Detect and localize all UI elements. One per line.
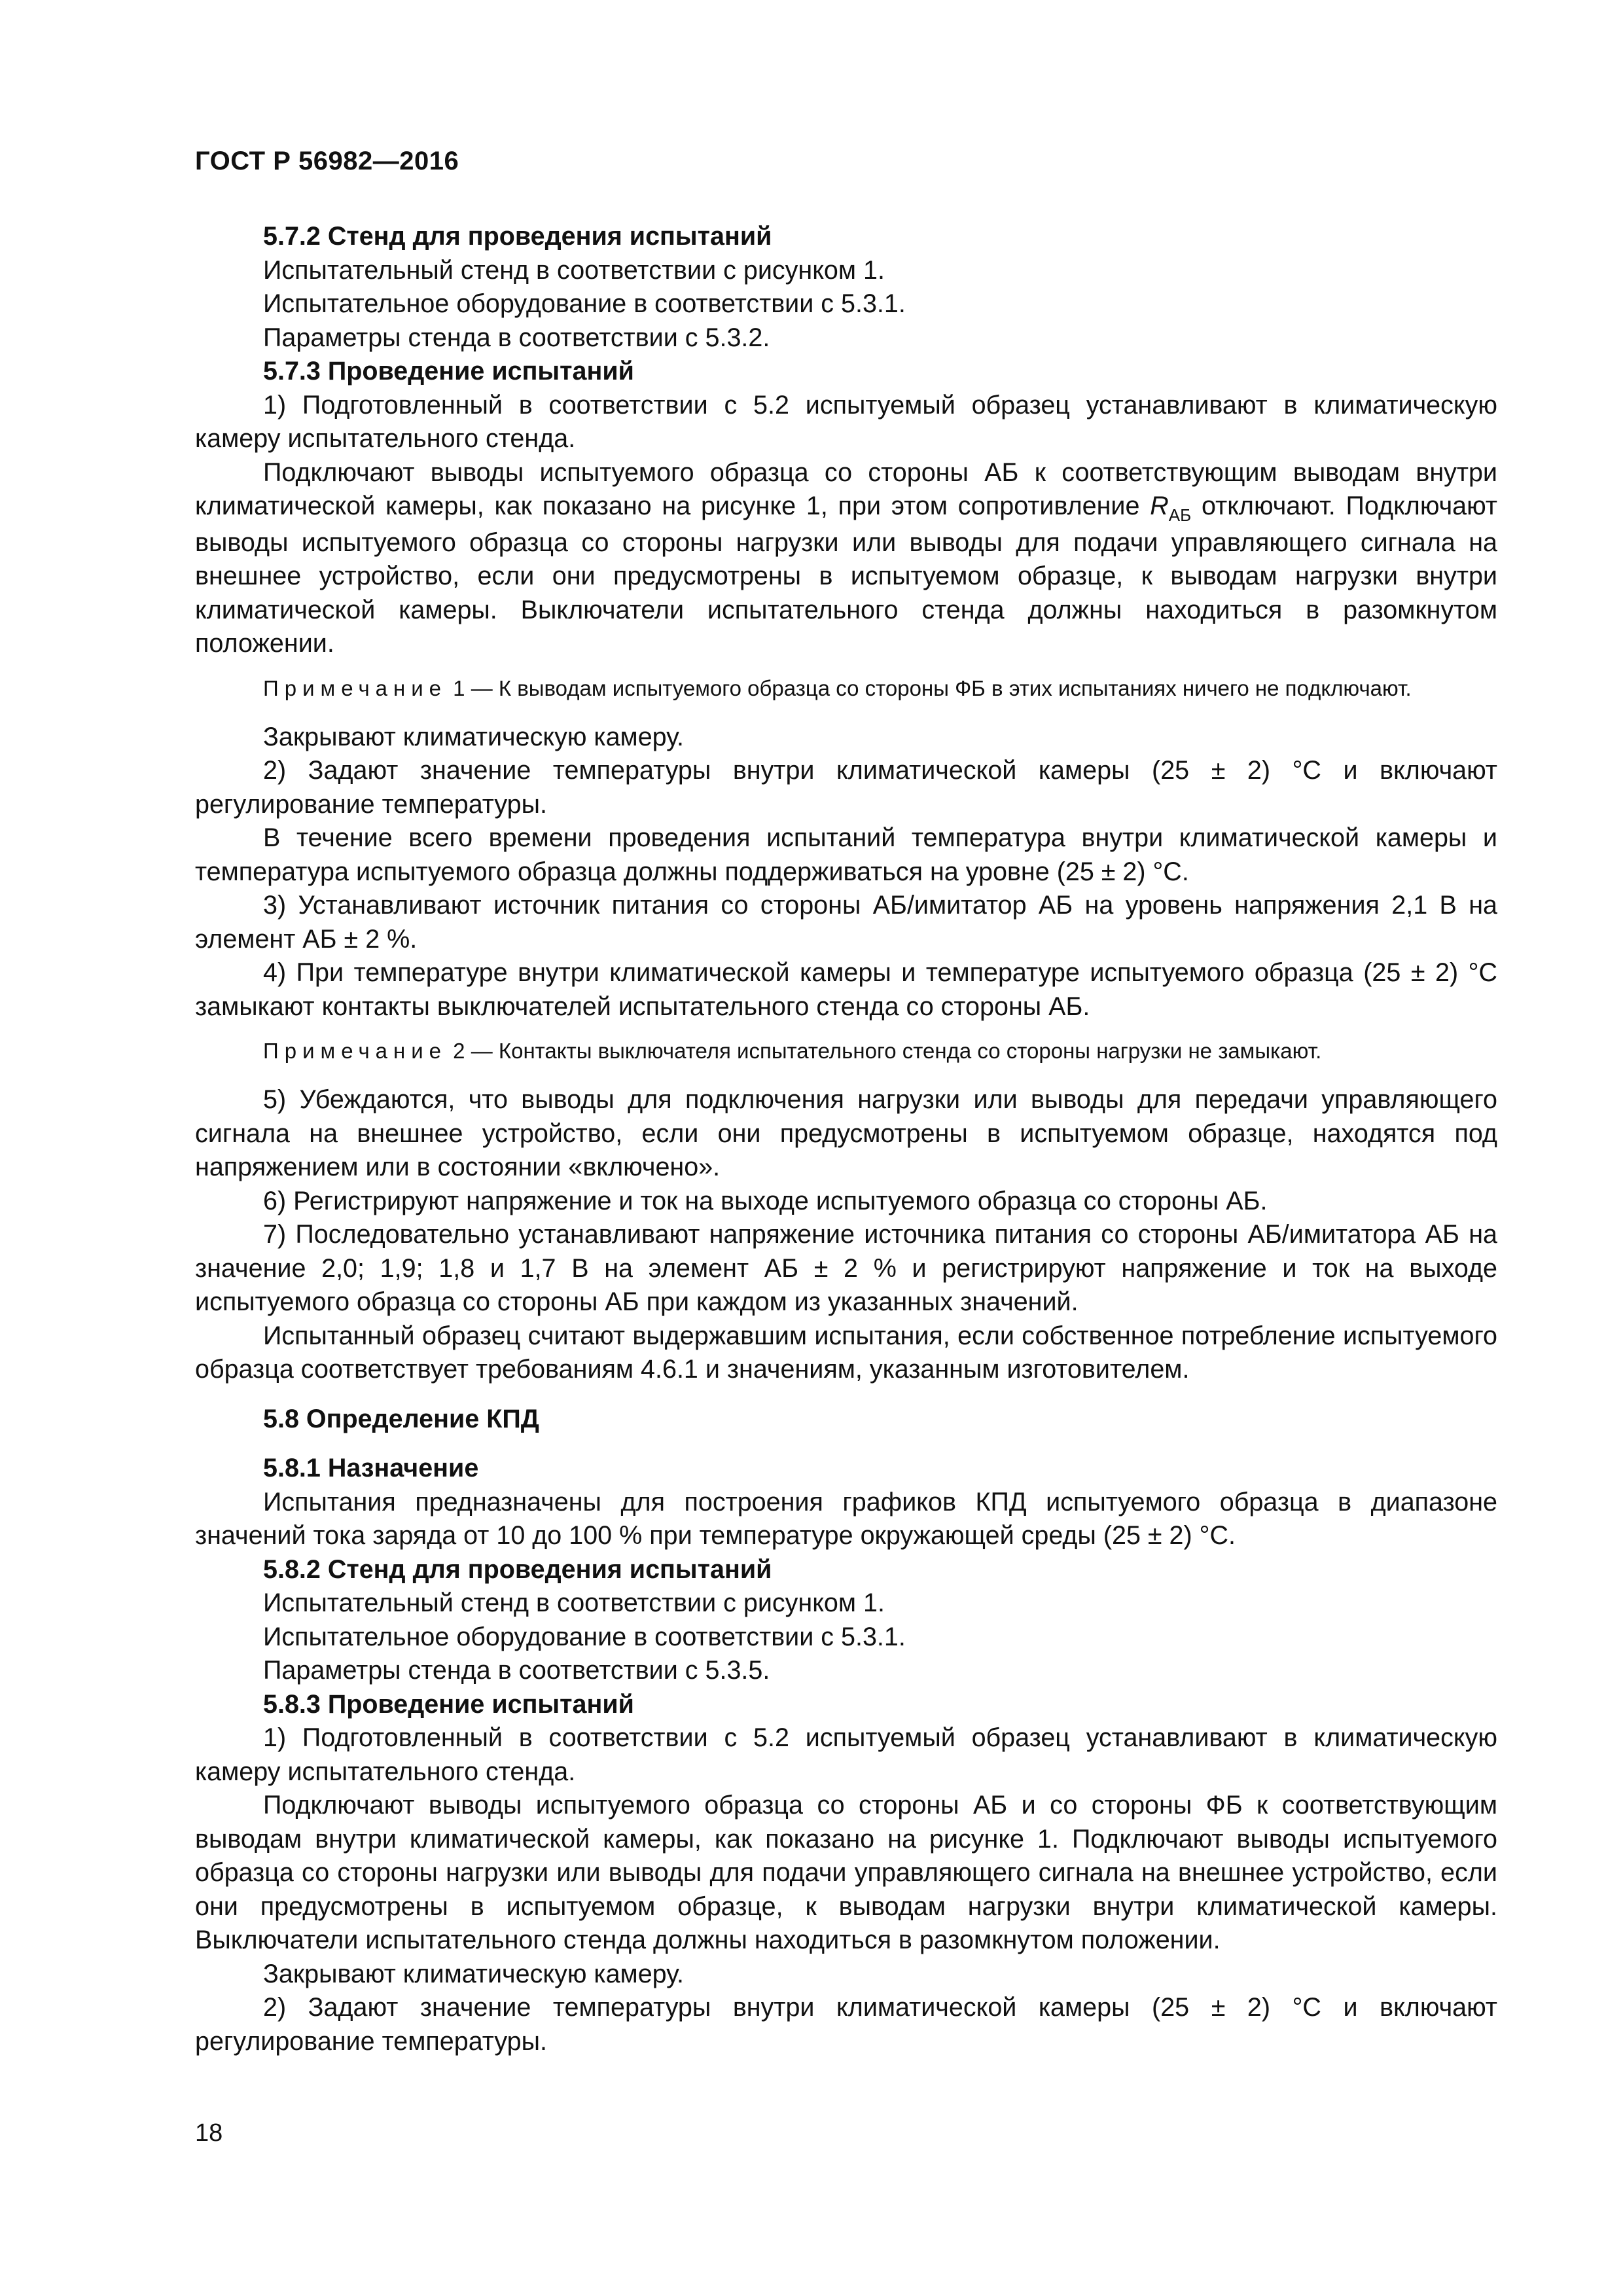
- heading-5-8-3: 5.8.3 Проведение испытаний: [263, 1689, 634, 1719]
- paragraph: Параметры стенда в соответствии с 5.3.2.: [263, 323, 770, 352]
- paragraph: 2) Задают значение температуры внутри климатической камеры (25 ± 2) °С и включают регулирование температуры.: [195, 1993, 1497, 2056]
- note-1: [195, 673, 1497, 704]
- paragraph: 6) Регистрируют напряжение и ток на выходе испытуемого образца со стороны АБ.: [263, 1186, 1268, 1215]
- heading-5-8-1: 5.8.1 Назначение: [263, 1454, 479, 1482]
- paragraph: 7) Последовательно устанавливают напряжение источника питания со стороны АБ/имитатора АБ на значение 2,0; 1,9; 1,8 и 1,7 В на элемент АБ ± 2 % и регистрируют напряжение и ток на выходе испытуемого образца со стороны АБ при каждом из указанных значений.: [195, 1220, 1497, 1316]
- paragraph: Подключают выводы испытуемого образца со стороны АБ и со стороны ФБ к соответствующим выводам внутри климатической камеры, как показано на рисунке 1. Подключают выводы испытуемого образца со стороны нагрузки или выводы для подачи управляющего сигнала на внешнее устройство, если они предусмотрены в испытуемом образце, к выводам нагрузки внутри климатической камеры. Выключатели испытательного стенда должны находиться в разомкнутом положении.: [195, 1791, 1497, 1954]
- heading-5-8: 5.8 Определение КПД: [263, 1404, 539, 1433]
- paragraph: 1) Подготовленный в соответствии с 5.2 испытуемый образец устанавливают в климатическую камеру испытательного стенда.: [195, 1723, 1497, 1786]
- paragraph-with-formula: [195, 456, 1497, 661]
- paragraph: Испытательный стенд в соответствии с рисунком 1.: [263, 1588, 885, 1617]
- paragraph: Закрывают климатическую камеру.: [263, 1959, 684, 1988]
- document-body: [195, 220, 1497, 2058]
- heading-5-8-2: 5.8.2 Стенд для проведения испытаний: [263, 1554, 772, 1584]
- paragraph: 1) Подготовленный в соответствии с 5.2 испытуемый образец устанавливают в климатическую камеру испытательного стенда.: [195, 390, 1497, 453]
- paragraph: Испытательный стенд в соответствии с рисунком 1.: [263, 255, 885, 285]
- paragraph: Закрывают климатическую камеру.: [263, 722, 684, 751]
- paragraph: Испытания предназначены для построения графиков КПД испытуемого образца в диапазоне значений тока заряда от 10 до 100 % при температуре окружающей среды (25 ± 2) °С.: [195, 1487, 1497, 1550]
- note-text: 1 — К выводам испытуемого образца со стороны ФБ в этих испытаниях ничего не подключают.: [447, 675, 1412, 700]
- paragraph: Испытательное оборудование в соответствии с 5.3.1.: [263, 289, 906, 318]
- paragraph: Испытательное оборудование в соответствии с 5.3.1.: [263, 1622, 906, 1651]
- paragraph: Параметры стенда в соответствии с 5.3.5.: [263, 1656, 770, 1685]
- resistance-symbol: R: [1150, 492, 1169, 520]
- paragraph: Испытанный образец считают выдержавшим испытания, если собственное потребление испытуемого образца соответствует требованиям 4.6.1 и значениям, указанным изготовителем.: [195, 1321, 1497, 1384]
- heading-5-7-3: 5.7.3 Проведение испытаний: [263, 357, 634, 386]
- paragraph: В течение всего времени проведения испытаний температура внутри климатической камеры и температура испытуемого образца должны поддерживаться на уровне (25 ± 2) °С.: [195, 823, 1497, 886]
- resistance-subscript: АБ: [1168, 505, 1192, 525]
- paragraph: 5) Убеждаются, что выводы для подключения нагрузки или выводы для передачи управляющего сигнала на внешнее устройство, если они предусмотрены в испытуемом образце, находятся под напряжением или в состоянии «включено».: [195, 1085, 1497, 1181]
- note-label: Примечание: [263, 1039, 448, 1063]
- heading-5-7-2: 5.7.2 Стенд для проведения испытаний: [263, 222, 772, 251]
- paragraph: 3) Устанавливают источник питания со стороны АБ/имитатор АБ на уровень напряжения 2,1 В на элемент АБ ± 2 %.: [195, 891, 1497, 954]
- page-number: 18: [195, 2119, 223, 2147]
- text-run: отключают. Подключают выводы испытуемого образца со стороны нагрузки или выводы для подачи управляющего сигнала на внешнее устройство, если они предусмотрены в испытуемом образце, к выводам нагрузки внутри климатической камеры. Выключатели испытательного стенда должны находиться в разомкнутом положении.: [195, 492, 1497, 658]
- note-label: Примечание: [263, 675, 448, 700]
- paragraph: 2) Задают значение температуры внутри климатической камеры (25 ± 2) °С и включают регулирование температуры.: [195, 756, 1497, 819]
- document-code-header: ГОСТ Р 56982—2016: [195, 147, 459, 175]
- note-text: 2 — Контакты выключателя испытательного стенда со стороны нагрузки не замыкают.: [447, 1039, 1322, 1063]
- text-run: Подключают выводы испытуемого образца со стороны АБ к соответствующим выводам внутри климатической камеры, как показано на рисунке 1, при этом сопротивление: [195, 457, 1497, 520]
- paragraph: 4) При температуре внутри климатической камеры и температуре испытуемого образца (25 ± 2) °С замыкают контакты выключателей испытательного стенда со стороны АБ.: [195, 958, 1497, 1021]
- note-2: [195, 1035, 1497, 1066]
